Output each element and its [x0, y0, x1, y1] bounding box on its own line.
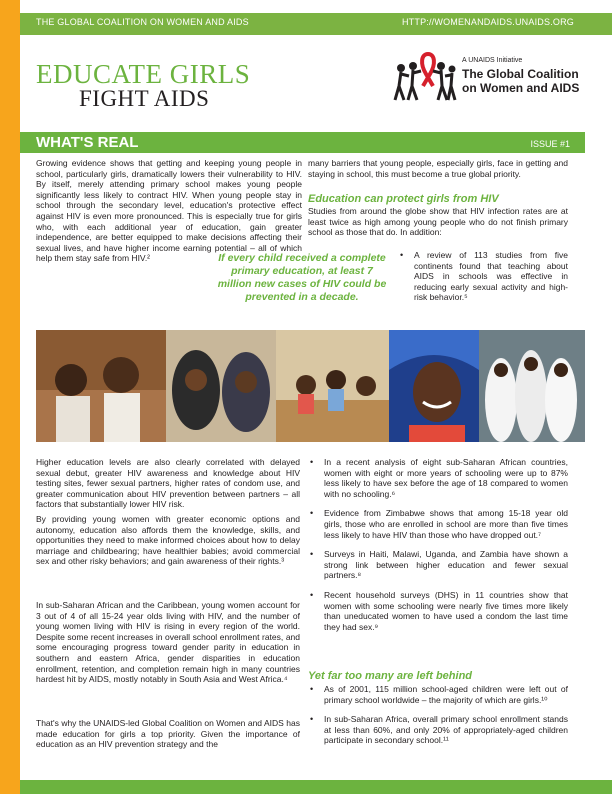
- header-organization: THE GLOBAL COALITION ON WOMEN AND AIDS: [36, 17, 249, 27]
- logo-title: [462, 67, 579, 95]
- title-line-2: FIGHT AIDS: [79, 86, 210, 111]
- coalition-logo-icon: [393, 52, 457, 104]
- logo-title-line-1: The Global Coalition: [462, 67, 579, 81]
- left-behind-bullet-list: [310, 684, 568, 755]
- photo-strip: [36, 330, 585, 442]
- photo-smiling-girl-portrait: [389, 330, 479, 442]
- top-bullet-list: [400, 250, 568, 312]
- studies-paragraph: Studies from around the globe show that HIV infection rates are at least twice as high among young people who do not finish primary school as those that do. In addition:: [308, 206, 568, 238]
- pull-quote: If every child received a complete primary education, at least 7 million new cases of HIV could be prevented in a decade.: [217, 252, 387, 303]
- title-line-1: EDUCATE GIRLS: [36, 59, 251, 89]
- footer-bar: [20, 780, 612, 794]
- evidence-bullet-list: [310, 457, 568, 641]
- left-accent-bar: [0, 0, 20, 794]
- paragraph-education-correlation: Higher education levels are also clearly correlated with delayed sexual debut, greater HIV awareness and knowledge about HIV testing sites, fewer sexual partners, higher rates of condom use, and greater communication about HIV prevention between partners – all factors that substantially lower HIV risk.: [36, 457, 300, 510]
- issue-number: ISSUE #1: [530, 139, 570, 149]
- section-title: WHAT'S REAL: [36, 134, 139, 151]
- header-url[interactable]: HTTP://WOMENANDAIDS.UNAIDS.ORG: [401, 17, 574, 27]
- photo-girls-in-headscarves: [166, 330, 276, 442]
- photo-students-at-desks: [276, 330, 389, 442]
- list-item: • Recent household surveys (DHS) in 11 countries show that women with some schooling were nearly five times more likely than uneducated women to have used a condom the last time they had sex.⁹: [310, 590, 568, 632]
- list-item: • Evidence from Zimbabwe shows that among 15-18 year old girls, those who are enrolled in school are more than five times less likely to have HIV than those who have dropped out.⁷: [310, 508, 568, 540]
- paragraph-coalition-priority: That's why the UNAIDS-led Global Coalition on Women and AIDS has made education for girls a top priority. Given the importance of education as an HIV prevention strategy and the: [36, 718, 300, 750]
- list-item: • As of 2001, 115 million school-aged children were left out of primary school worldwide – the majority of which are girls.¹⁰: [310, 684, 568, 705]
- list-item: • In sub-Saharan Africa, overall primary school enrollment stands at less than 60%, and only 20% of appropriately-aged children participate in secondary school.¹¹: [310, 714, 568, 746]
- list-item: • A review of 113 studies from five continents found that teaching about AIDS in schools was effective in reducing early sexual activity and high-risk behavior.⁵: [400, 250, 568, 303]
- col2-continued-paragraph: many barriers that young people, especially girls, face in getting and staying in school, this must become a true global priority.: [308, 158, 568, 179]
- paragraph-economic-options: By providing young women with greater economic options and autonomy, education also affords them the knowledge, skills, and opportunities they need to make informed choices about how to delay marriage and childbearing; have healthier babies; avoid commercial sex and other risky behaviors; and gain awareness of their rights.³: [36, 514, 300, 567]
- intro-paragraph: Growing evidence shows that getting and keeping young people in school, particularly girls, dramatically lowers their vulnerability to HIV. By itself, merely attending primary school makes young people significantly less likely to contract HIV. When young people stay in school through the secondary level, education's protective effect against HIV is even more pronounced. This is especially true for girls who, with each additional year of education, gain greater independence, are better equipped to make decisions affecting their sexual lives, and have higher income earning potential – all of which help them stay safe from HIV.²: [36, 158, 302, 264]
- photo-schoolgirls-in-class: [36, 330, 166, 442]
- photo-girls-in-white-uniforms: [479, 330, 585, 442]
- list-item: • In a recent analysis of eight sub-Saharan African countries, women with eight or more years of schooling were up to 87% less likely to have sex before the age of 18 compared to women with no schooling.⁶: [310, 457, 568, 499]
- paragraph-sub-saharan: In sub-Saharan African and the Caribbean, young women account for 3 out of 4 of all 15-24 year olds living with HIV, and the number of young women living with HIV is rising in every region of the world. Despite some recent increases in overall school enrollment rates, and some encouraging progress toward gender parity in education in southern and eastern Africa, gender disparities in education enrollment, retention, and completion remain high in many countries hardest hit by AIDS, mostly notably in South Asia and West Africa.⁴: [36, 600, 300, 685]
- logo-title-line-2: on Women and AIDS: [462, 81, 580, 95]
- list-item: • Surveys in Haiti, Malawi, Uganda, and Zambia have shown a strong link between higher education and fewer sexual partners.⁸: [310, 549, 568, 581]
- subhead-education-protects: Education can protect girls from HIV: [308, 193, 499, 205]
- logo-subtitle: A UNAIDS Initiative: [462, 57, 523, 64]
- subhead-left-behind: Yet far too many are left behind: [308, 670, 473, 682]
